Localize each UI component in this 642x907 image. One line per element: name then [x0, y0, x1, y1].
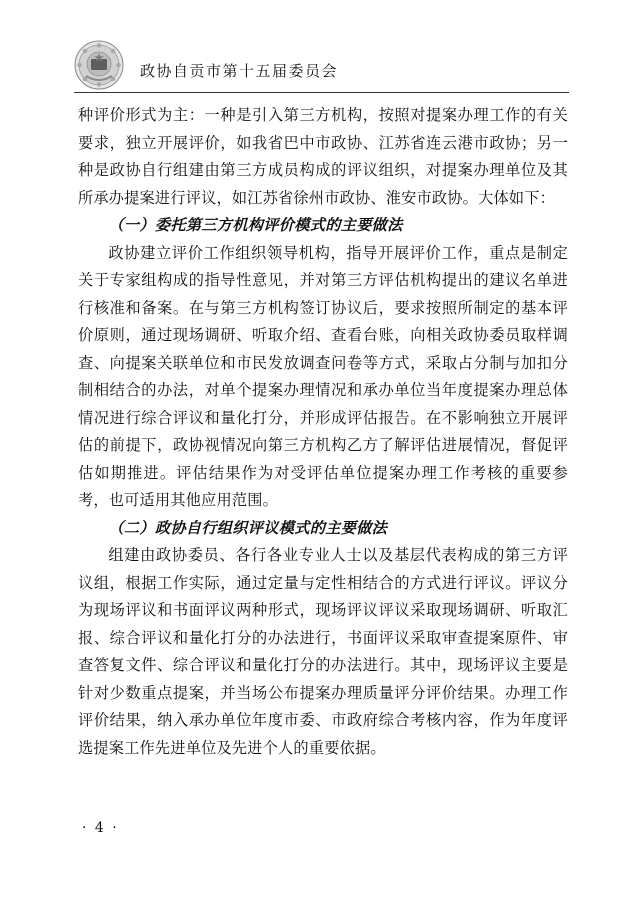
cppcc-emblem-icon — [74, 40, 124, 90]
header-divider — [74, 92, 569, 93]
section-heading-2: （二）政协自行组织评议模式的主要做法 — [108, 518, 388, 537]
paragraph-intro: 种评价形式为主：一种是引入第三方机构，按照对提案办理工作的有关要求，独立开展评价，如我省巴中市政协、江苏省连云港市政协；另一种是政协自行组建由第三方成员构成的评议组织，对提案办理单位及其所承办提案进行评议，如江苏省徐州市政协、淮安市政协。大体如下： — [78, 106, 568, 207]
page-number: · 4 · — [82, 820, 119, 836]
header-title: 政协自贡市第十五届委员会 — [140, 62, 339, 80]
document-body — [78, 102, 568, 762]
paragraph-self-organized: 组建由政协委员、各行各业专业人士以及基层代表构成的第三方评议组，根据工作实际，通过定量与定性相结合的方式进行评议。评议分为现场评议和书面评议两种形式，现场评议评议采取现场调研、听取汇报、综合评议和量化打分的办法进行，书面评议采取审查提案原件、审查答复文件、综合评议和量化打分的办法进行。其中，现场评议主要是针对少数重点提案，并当场公布提案办理质量评分评价结果。办理工作评价结果，纳入承办单位年度市委、市政府综合考核内容，作为年度评选提案工作先进单位及先进个人的重要依据。 — [78, 546, 568, 757]
section-heading-1: （一）委托第三方机构评价模式的主要做法 — [108, 216, 403, 234]
page-header — [74, 40, 569, 92]
paragraph-third-party: 政协建立评价工作组织领导机构，指导开展评价工作，重点是制定关于专家组构成的指导性意见，并对第三方评估机构提出的建议名单进行核准和备案。在与第三方机构签订协议后，要求按照所制定的基本评价原则，通过现场调研、听取介绍、查看台账，向相关政协委员取样调查、向提案关联单位和市民发放调查问卷等方式，采取占分制与加扣分制相结合的办法，对单个提案办理情况和承办单位当年度提案办理总体情况进行综合评议和量化打分，并形成评估报告。在不影响独立开展评估的前提下，政协视情况向第三方机构乙方了解评估进展情况，督促评估如期推进。评估结果作为对受评估单位提案办理工作考核的重要参考，也可适用其他应用范围。 — [78, 243, 568, 509]
